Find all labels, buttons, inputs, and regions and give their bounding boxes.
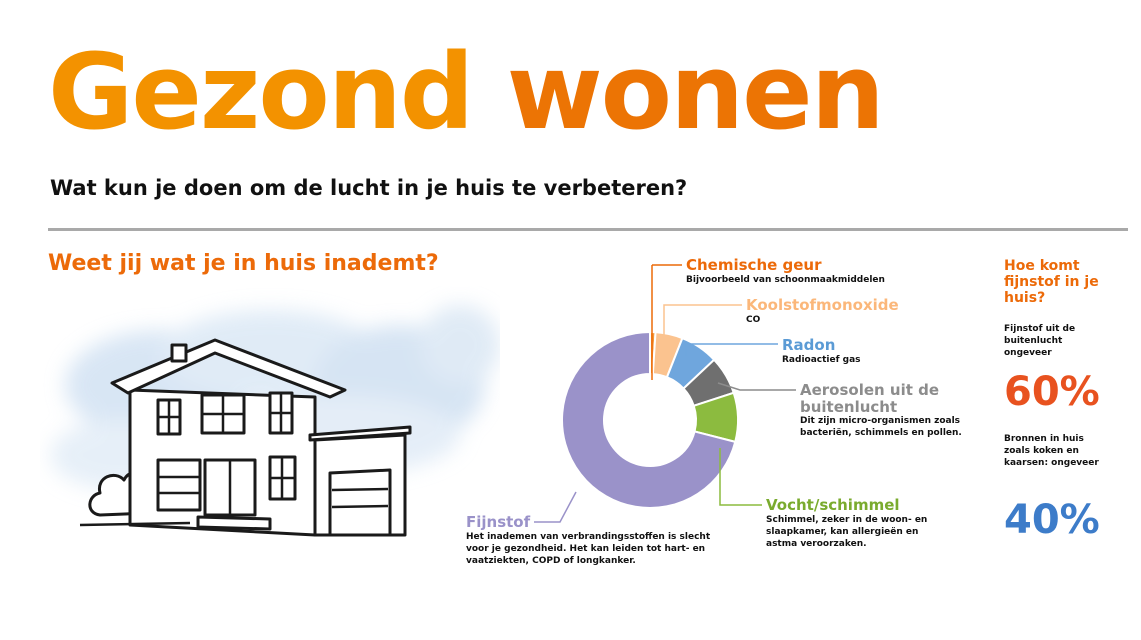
- label-title-line2: buitenlucht: [800, 397, 898, 416]
- label-title: Fijnstof: [466, 513, 531, 531]
- label-radon: [782, 337, 861, 366]
- label-fijnstof: [466, 514, 722, 567]
- donut-chart: [555, 325, 745, 515]
- title-word-wonen: wonen: [506, 31, 883, 153]
- divider-rule: [48, 228, 1128, 231]
- label-description: Bijvoorbeeld van schoonmaakmiddelen: [686, 274, 885, 285]
- label-description: Dit zijn micro-organismen zoals bacteriën, schimmels en pollen.: [800, 416, 962, 439]
- sidebar-outdoor-text: Fijnstof uit de buitenlucht ongeveer: [1004, 324, 1076, 359]
- sidebar-indoor-percentage: 40%: [1004, 497, 1100, 543]
- page-subtitle: Wat kun je doen om de lucht in je huis te verbeteren?: [50, 176, 688, 200]
- label-description: CO: [746, 314, 761, 325]
- label-description: Radioactief gas: [782, 354, 861, 365]
- label-title: Chemische geur: [686, 256, 822, 274]
- page-title: [48, 31, 883, 153]
- label-title-line1: Aerosolen uit de: [800, 381, 940, 399]
- sidebar-outdoor-percentage: 60%: [1004, 369, 1100, 415]
- label-title: Vocht/schimmel: [766, 496, 900, 514]
- label-description: Het inademen van verbrandingsstoffen is slecht voor je gezondheid. Het kan leiden tot hart- en vaatziekten, COPD of longkanker.: [466, 531, 711, 566]
- label-title: Koolstofmonoxide: [746, 296, 899, 314]
- sidebar-indoor-text: Bronnen in huis zoals koken en kaarsen: ongeveer: [1004, 434, 1099, 469]
- section-heading: Weet jij wat je in huis inademt?: [48, 251, 439, 276]
- label-koolstofmonoxide: [746, 297, 899, 326]
- label-aerosolen: [800, 382, 972, 439]
- house-illustration-icon: [40, 285, 500, 555]
- title-word-gezond: Gezond: [48, 31, 473, 153]
- label-title: Radon: [782, 336, 836, 354]
- label-description: Schimmel, zeker in de woon- en slaapkamer, kan allergieën en astma veroorzaken.: [766, 514, 928, 549]
- label-vocht-schimmel: [766, 497, 944, 550]
- sidebar-title: Hoe komt fijnstof in je huis?: [1004, 258, 1099, 307]
- label-chemische-geur: [686, 257, 885, 286]
